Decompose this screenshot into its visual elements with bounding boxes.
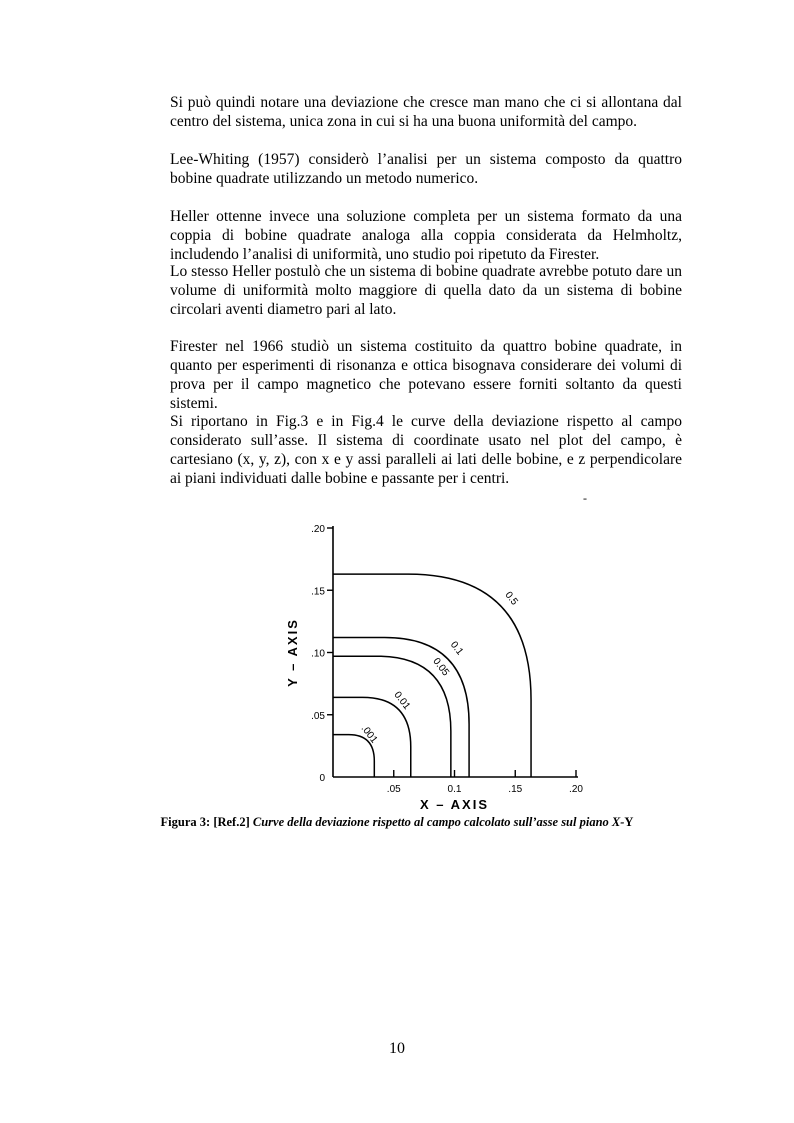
x-axis-label: X – AXIS (420, 797, 489, 812)
caption-text: Curve della deviazione rispetto al campo calcolato sull’asse sul piano X- (249, 815, 625, 829)
caption-label: Figura 3: [Ref.2] (160, 815, 250, 829)
x-tick-label: .20 (569, 784, 583, 795)
contour-label: .001 (358, 723, 380, 746)
x-tick-label: .05 (386, 784, 401, 795)
y-tick-label: .20 (311, 524, 325, 535)
y-tick-label: .15 (311, 586, 325, 598)
y-tick-label: .05 (311, 710, 325, 722)
contour-0p05 (333, 656, 451, 777)
y-tick-label: .10 (311, 648, 325, 660)
contour-label: 0.05 (430, 656, 452, 679)
paragraph-4: Lo stesso Heller postulò che un sistema di bobine quadrate avrebbe potuto dare un volume di uniformità molto maggiore di quella dato da un sistema di bobine circolari aventi diametro pari al lato. (170, 263, 682, 318)
stray-mark: - (583, 491, 587, 505)
contour-label: 0.5 (502, 589, 520, 608)
x-tick-label: 0.1 (447, 784, 462, 795)
caption-tail: Y (624, 815, 634, 829)
y-tick-label: 0 (319, 773, 325, 784)
page-number: 10 (389, 1040, 405, 1057)
paragraph-1: Si può quindi notare una deviazione che cresce man mano che ci si allontana dal centro del sistema, unica zona in cui si ha una buona uniformità del campo. (170, 94, 682, 130)
contour-0p5 (333, 574, 531, 777)
paragraph-6: Si riportano in Fig.3 e in Fig.4 le curve della deviazione rispetto al campo considerato sull’asse. Il sistema di coordinate usato nel plot del campo, è cartesiano (x, y, z), con x e y assi paralleli ai lati delle bobine, e z perpendicolare ai piani individuati dalle bobine e passante per i centri. (170, 413, 682, 487)
contour-label: 0.01 (391, 689, 413, 712)
paragraph-3: Heller ottenne invece una soluzione completa per un sistema formato da una coppia di bobine quadrate analoga alla coppia considerata da Helmholtz, includendo l’analisi di uniformità, uno studio poi ripetuto da Firester. (170, 208, 682, 263)
paragraph-5: Firester nel 1966 studiò un sistema costituito da quattro bobine quadrate, in quanto per esperimenti di risonanza e ottica bisognava considerare dei volumi di prova per il campo magnetico che potevano essere forniti soltanto da questi sistemi. (170, 338, 682, 412)
paragraph-2: Lee-Whiting (1957) considerò l’analisi per un sistema composto da quattro bobine quadrate utilizzando un metodo numerico. (170, 151, 682, 187)
contour-label: 0.1 (447, 639, 466, 658)
x-tick-label: .15 (508, 784, 523, 795)
y-axis-label: Y – AXIS (285, 618, 300, 687)
figure-caption (0, 815, 794, 830)
